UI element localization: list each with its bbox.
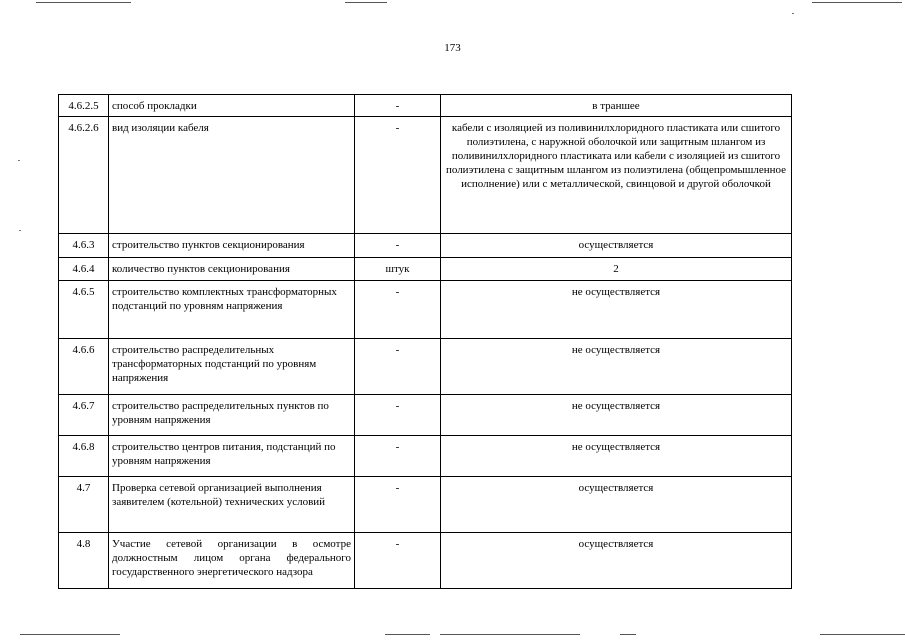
row-value: 2 [441, 258, 792, 281]
row-name: Проверка сетевой организацией выполнения заявителем (котельной) технических условий [109, 477, 355, 533]
row-unit: - [355, 533, 441, 589]
row-number: 4.6.2.6 [59, 117, 109, 234]
table-row [59, 281, 792, 339]
table-row [59, 234, 792, 258]
table-row [59, 258, 792, 281]
scan-speck [18, 160, 20, 161]
row-value: осуществляется [441, 533, 792, 589]
table-row [59, 395, 792, 436]
row-number: 4.6.3 [59, 234, 109, 258]
row-value: не осуществляется [441, 339, 792, 395]
row-number: 4.7 [59, 477, 109, 533]
row-unit: - [355, 395, 441, 436]
scan-speck [19, 230, 21, 231]
row-name: строительство распределительных пунктов по уровням напряжения [109, 395, 355, 436]
row-value: не осуществляется [441, 281, 792, 339]
row-unit: - [355, 234, 441, 258]
row-unit: - [355, 117, 441, 234]
scan-edge-line [620, 634, 636, 635]
scan-edge-line [440, 634, 580, 635]
row-number: 4.6.6 [59, 339, 109, 395]
row-unit: - [355, 281, 441, 339]
scan-edge-line [385, 634, 430, 635]
table-row [59, 436, 792, 477]
table-row [59, 95, 792, 117]
row-value: осуществляется [441, 477, 792, 533]
scan-edge-line [345, 2, 387, 3]
row-number: 4.6.8 [59, 436, 109, 477]
table-row [59, 339, 792, 395]
scan-edge-line [820, 634, 905, 635]
table-row [59, 117, 792, 234]
requirements-table [58, 94, 792, 589]
row-unit: - [355, 95, 441, 117]
row-name: способ прокладки [109, 95, 355, 117]
row-unit: - [355, 339, 441, 395]
row-number: 4.6.7 [59, 395, 109, 436]
row-number: 4.6.4 [59, 258, 109, 281]
row-value: кабели с изоляцией из поливинилхлоридного пластиката или сшитого полиэтилена, с наружной оболочкой или защитным шлангом из поливинилхлоридного пластиката или кабели с изоляцией из сшитого полиэтилена с защитным шлангом из полиэтилена (общепромышленное исполнение) или с металлической, свинцовой и другой оболочкой [441, 117, 792, 234]
row-value: не осуществляется [441, 395, 792, 436]
row-value: не осуществляется [441, 436, 792, 477]
row-unit: - [355, 436, 441, 477]
page-number: 173 [444, 42, 461, 54]
row-value: в траншее [441, 95, 792, 117]
row-name: строительство пунктов секционирования [109, 234, 355, 258]
table-row [59, 533, 792, 589]
row-number: 4.8 [59, 533, 109, 589]
row-name: строительство комплектных трансформаторных подстанций по уровням напряжения [109, 281, 355, 339]
row-name: Участие сетевой организации в осмотре должностным лицом органа федерального государственного энергетического надзора [109, 533, 355, 589]
row-unit: штук [355, 258, 441, 281]
row-name: строительство центров питания, подстанций по уровням напряжения [109, 436, 355, 477]
scan-edge-line [36, 2, 131, 3]
scan-speck [792, 13, 794, 14]
scan-edge-line [20, 634, 120, 635]
row-value: осуществляется [441, 234, 792, 258]
row-number: 4.6.2.5 [59, 95, 109, 117]
table-row [59, 477, 792, 533]
row-name: строительство распределительных трансформаторных подстанций по уровням напряжения [109, 339, 355, 395]
row-number: 4.6.5 [59, 281, 109, 339]
row-unit: - [355, 477, 441, 533]
row-name: вид изоляции кабеля [109, 117, 355, 234]
scan-edge-line [812, 2, 902, 3]
row-name: количество пунктов секционирования [109, 258, 355, 281]
